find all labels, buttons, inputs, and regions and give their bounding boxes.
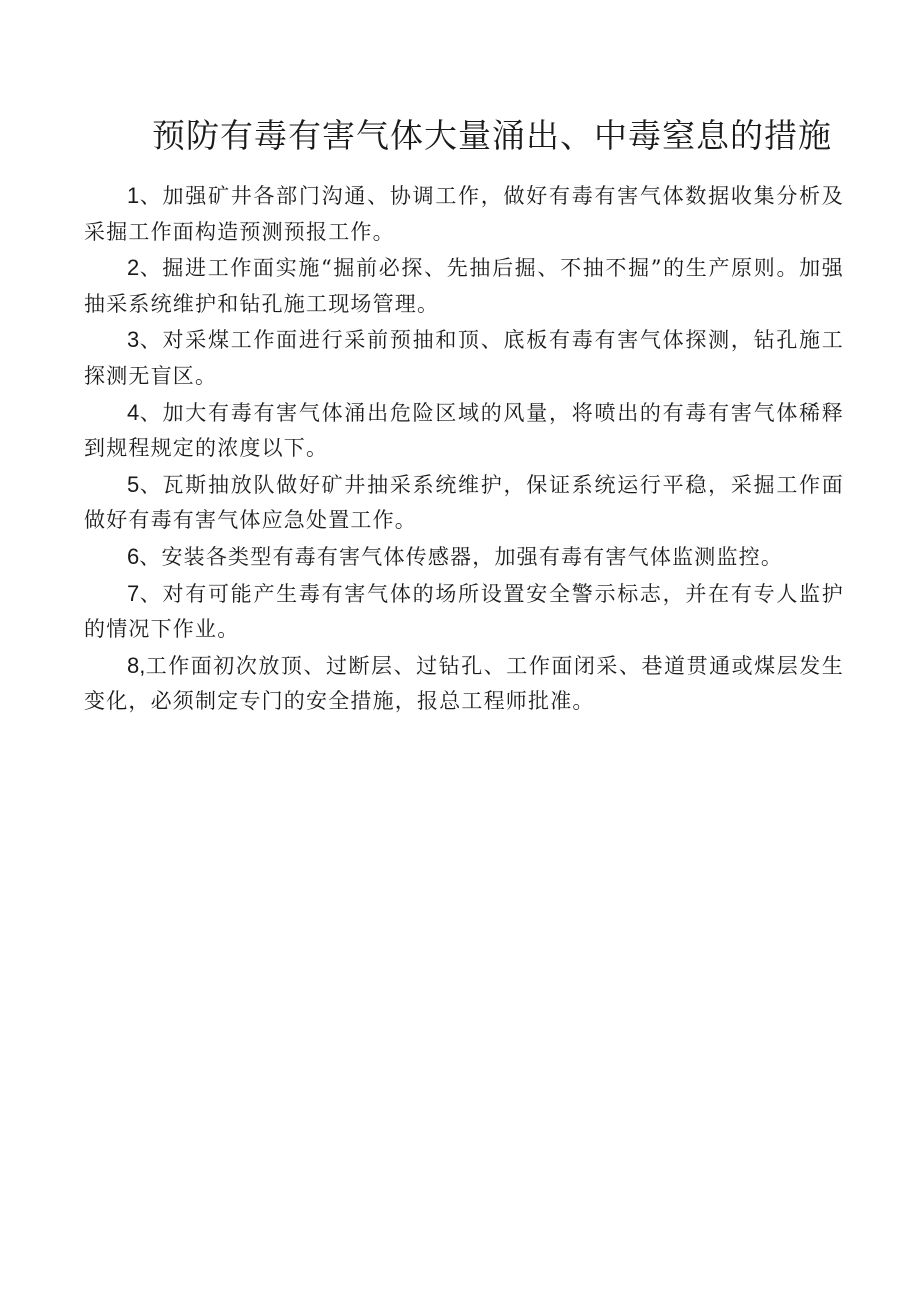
- paragraph-number: 5: [127, 471, 140, 497]
- paragraph-text: 、瓦斯抽放队做好矿井抽采系统维护，保证系统运行平稳，采掘工作面做好有毒有害气体应急处置工作。: [84, 472, 844, 533]
- document-title: 预防有毒有害气体大量涌出、中毒窒息的措施: [152, 116, 832, 155]
- paragraph-number: 4: [127, 399, 140, 425]
- measure-paragraph-3: [84, 322, 844, 394]
- paragraph-number: 2: [127, 255, 140, 281]
- paragraph-text: 、对有可能产生毒有害气体的场所设置安全警示标志，并在有专人监护的情况下作业。: [84, 581, 844, 642]
- document-body: [84, 178, 844, 720]
- measure-paragraph-8: [84, 648, 844, 720]
- paragraph-text: 、加大有毒有害气体涌出危险区域的风量，将喷出的有毒有害气体稀释到规程规定的浓度以下。: [84, 400, 844, 461]
- paragraph-number: 6: [127, 543, 140, 569]
- paragraph-text: 、对采煤工作面进行采前预抽和顶、底板有毒有害气体探测，钻孔施工探测无盲区。: [84, 328, 844, 388]
- measure-paragraph-2: [84, 250, 844, 322]
- paragraph-number: 1: [127, 183, 140, 208]
- paragraph-text: 、加强矿井各部门沟通、协调工作，做好有毒有害气体数据收集分析及采掘工作面构造预测预报工作。: [84, 184, 844, 244]
- measure-paragraph-4: [84, 395, 844, 467]
- paragraph-number: 3: [127, 327, 140, 353]
- paragraph-number: 7: [127, 580, 140, 606]
- measure-paragraph-6: [84, 539, 844, 576]
- paragraph-text: 工作面初次放顶、过断层、过钻孔、工作面闭采、巷道贯通或煤层发生变化，必须制定专门的安全措施，报总工程师批准。: [84, 653, 844, 714]
- measure-paragraph-5: [84, 467, 844, 539]
- paragraph-text: 、掘进工作面实施“掘前必探、先抽后掘、不抽不掘”的生产原则。加强抽采系统维护和钻孔施工现场管理。: [84, 256, 844, 316]
- measure-paragraph-1: [84, 178, 844, 250]
- paragraph-number: 8,: [127, 652, 146, 678]
- paragraph-text: 、安装各类型有毒有害气体传感器，加强有毒有害气体监测监控。: [139, 544, 784, 569]
- measure-paragraph-7: [84, 576, 844, 648]
